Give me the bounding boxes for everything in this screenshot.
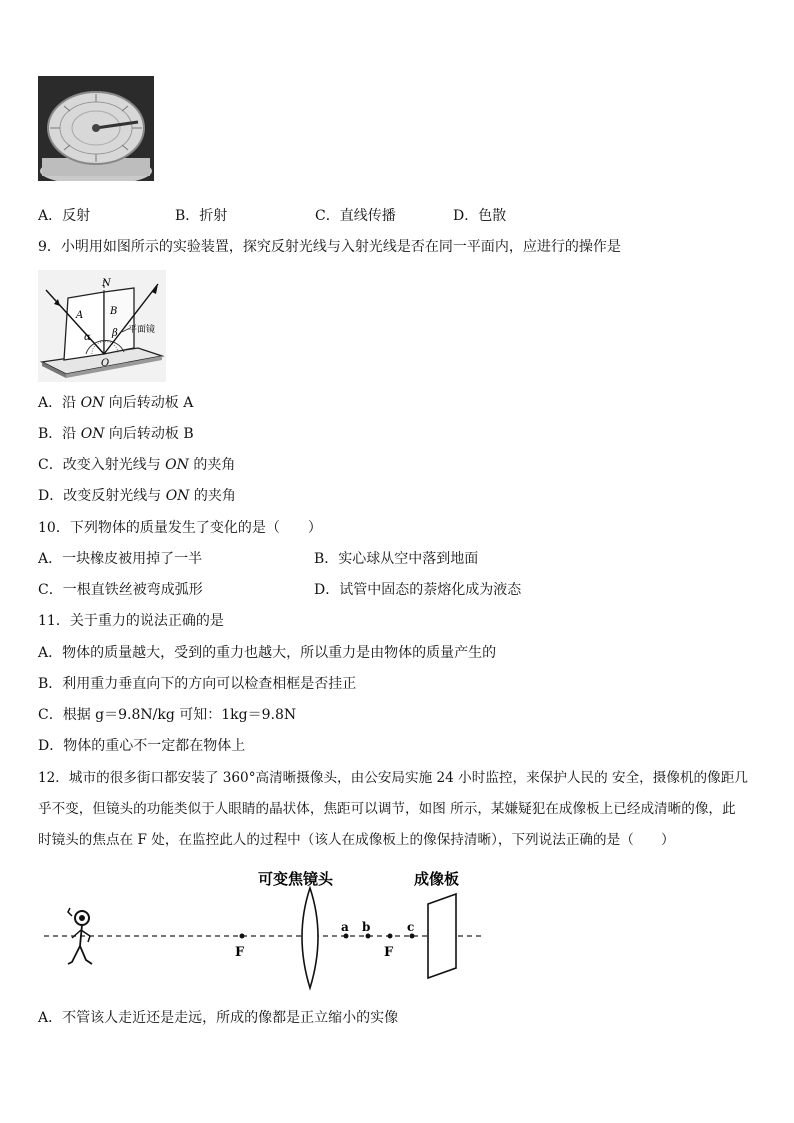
image-screen-icon bbox=[428, 894, 456, 978]
q8-option-c[interactable]: C．直线传播 bbox=[315, 208, 396, 224]
q8-option-b[interactable]: B．折射 bbox=[175, 208, 228, 224]
q9-label-mirror: 平面镜 bbox=[128, 325, 156, 335]
q12-label-c: c bbox=[407, 920, 415, 934]
q10-option-c[interactable]: C．一根直铁丝被弯成弧形 bbox=[38, 582, 203, 598]
q12-camera-lens-figure bbox=[38, 864, 488, 994]
q9-stem: 9．小明用如图所示的实验装置，探究反射光线与入射光线是否在同一平面内，应进行的操作是 bbox=[38, 239, 621, 255]
q8-option-d[interactable]: D．色散 bbox=[453, 208, 507, 224]
q12-stem-line-2: 乎不变，但镜头的功能类似于人眼睛的晶状体，焦距可以调节，如图 所示，某嫌疑犯在成像板上已经成清晰的像，此 bbox=[38, 801, 736, 817]
convex-lens-icon bbox=[302, 888, 318, 988]
q8-options bbox=[38, 206, 738, 226]
q10-options-row2 bbox=[38, 580, 738, 600]
q9-option-b[interactable]: B．沿 ON 向后转动板 B bbox=[38, 426, 194, 442]
q12-option-a[interactable]: A．不管该人走近还是走远，所成的像都是正立缩小的实像 bbox=[38, 1010, 399, 1026]
q11-option-c[interactable]: C．根据 g＝9.8N/kg 可知：1kg＝9.8N bbox=[38, 707, 297, 723]
q9-option-a[interactable]: A．沿 ON 向后转动板 A bbox=[38, 395, 194, 411]
q9-reflection-apparatus-figure bbox=[38, 270, 166, 382]
q12-stem-line-1: 12．城市的很多街口都安装了 360°高清晰摄像头，由公安局实施 24 小时监控，来保护人民的 安全，摄像机的像距几 bbox=[38, 770, 748, 786]
q11-stem: 11．关于重力的说法正确的是 bbox=[38, 613, 224, 629]
q10-stem: 10．下列物体的质量发生了变化的是（ ） bbox=[38, 520, 322, 536]
q9-label-a: A bbox=[76, 310, 84, 321]
q12-label-screen: 成像板 bbox=[414, 870, 460, 888]
q12-label-f-right: F bbox=[384, 945, 394, 960]
q8-option-a[interactable]: A．反射 bbox=[38, 208, 91, 224]
q9-label-n: N bbox=[102, 278, 111, 289]
q10-options-row1 bbox=[38, 549, 738, 569]
q12-label-b: b bbox=[362, 920, 371, 934]
q9-label-alpha: α bbox=[84, 332, 91, 343]
q12-label-a: a bbox=[341, 920, 349, 934]
q9-option-c[interactable]: C．改变入射光线与 ON 的夹角 bbox=[38, 457, 236, 473]
q10-option-b[interactable]: B．实心球从空中落到地面 bbox=[314, 551, 479, 567]
q11-option-a[interactable]: A．物体的质量越大，受到的重力也越大，所以重力是由物体的质量产生的 bbox=[38, 645, 497, 661]
q12-label-lens: 可变焦镜头 bbox=[258, 870, 334, 888]
q9-label-beta: β bbox=[112, 328, 118, 339]
q9-option-d[interactable]: D．改变反射光线与 ON 的夹角 bbox=[38, 488, 236, 504]
q10-option-a[interactable]: A．一块橡皮被用掉了一半 bbox=[38, 551, 203, 567]
q11-option-b[interactable]: B．利用重力垂直向下的方向可以检查相框是否挂正 bbox=[38, 676, 357, 692]
q12-label-f-left: F bbox=[235, 945, 245, 960]
sundial-photo bbox=[38, 76, 154, 181]
q12-stem-line-3: 时镜头的焦点在 F 处，在监控此人的过程中（该人在成像板上的像保持清晰），下列说法正确的是（ ） bbox=[38, 832, 675, 848]
q11-option-d[interactable]: D．物体的重心不一定都在物体上 bbox=[38, 738, 246, 754]
q9-label-o: O bbox=[101, 358, 110, 369]
q9-label-b: B bbox=[110, 306, 118, 317]
q10-option-d[interactable]: D．试管中固态的萘熔化成为液态 bbox=[314, 582, 522, 598]
